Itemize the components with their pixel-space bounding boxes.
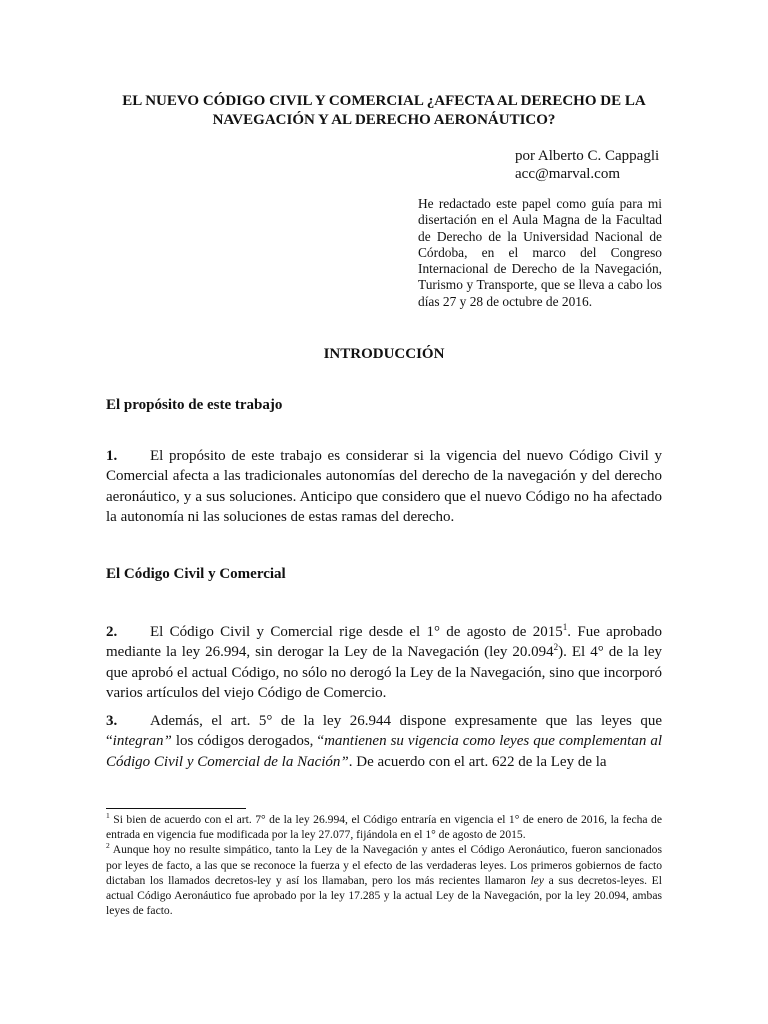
introduction-heading: INTRODUCCIÓN (323, 346, 445, 362)
footnotes (106, 812, 662, 918)
paragraph-1 (106, 446, 662, 528)
document-title (106, 92, 662, 130)
paragraph-number: 2. (106, 624, 118, 640)
author-note: He redactado este papel como guía para mi disertación en el Aula Magna de la Facultad de Derecho de la Universidad Nacional de Córdoba, en el marco del Congreso Internacional de Derecho de la Navegación, Turismo y Transporte, que se lleva a cabo los días 27 y 28 de octubre de 2016. (418, 196, 662, 309)
italic-quote: integran” (112, 733, 172, 750)
paragraph-text: los códigos derogados, “ (171, 733, 325, 750)
title-line-2: NAVEGACIÓN Y AL DERECHO AERONÁUTICO? (212, 112, 556, 128)
footnote-2 (106, 842, 662, 918)
section-heading-codigo: El Código Civil y Comercial (106, 566, 286, 582)
footnote-number: 1 (106, 811, 110, 821)
footnote-ref-2[interactable]: 2 (553, 642, 559, 653)
section-heading-purpose: El propósito de este trabajo (106, 397, 283, 413)
title-line-1: EL NUEVO CÓDIGO CIVIL Y COMERCIAL ¿AFECTA AL DERECHO DE LA (122, 93, 646, 109)
footnote-divider (106, 808, 246, 809)
paragraph-text: ). El 4° de la ley que aprobó el actual Código, no sólo no derogó la Ley de la Navegación, sino que incorporó varios artículos del viejo Código de Comercio. (106, 644, 662, 702)
footnote-1 (106, 812, 662, 842)
paragraph-3 (106, 711, 662, 772)
footnote-number: 2 (106, 841, 110, 851)
author-block (515, 147, 659, 183)
author-email: acc@marval.com (515, 166, 621, 182)
paragraph-number: 3. (106, 713, 118, 729)
paragraph-text: El Código Civil y Comercial rige desde el 1° de agosto de 2015 (150, 624, 563, 640)
footnote-italic: ley (530, 873, 544, 887)
author-byline: por Alberto C. Cappagli (515, 148, 660, 164)
paragraph-text: El propósito de este trabajo es considerar si la vigencia del nuevo Código Civil y Comercial afecta a las tradicionales autonomías del derecho de la navegación y del derecho aeronáutico, y a sus soluciones. Anticipo que considero que el nuevo Código no ha afectado la autonomía ni las soluciones de estas ramas del derecho. (106, 448, 662, 526)
paragraph-text: . Fue aprobado mediante la ley 26.994, sin derogar la Ley de la Navegación (ley 20.094 (106, 624, 662, 661)
paragraph-text: . De acuerdo con el art. 622 de la Ley de la (348, 753, 607, 770)
paragraph-number: 1. (106, 448, 118, 464)
paragraph-text: Además, el art. 5° de la ley 26.944 dispone expresamente que las leyes que “ (106, 713, 662, 750)
footnote-text: a sus decretos-leyes. El actual Código Aeronáutico fue aprobado por la ley 17.285 y la actual Ley de la Navegación, por la ley 20.094, ambas leyes de facto. (106, 873, 662, 918)
footnote-ref-1[interactable]: 1 (562, 622, 568, 632)
footnote-text: Aunque hoy no resulte simpático, tanto la Ley de la Navegación y antes el Código Aeronáutico, fueron sancionados por leyes de facto, a las que se reconoce la fuerza y el efecto de las verdaderas leyes. Los primeros gobiernos de facto dictaban los llamados decretos-ley y así los llamaban, pero los más recientes llamaron (106, 843, 662, 887)
italic-quote: mantienen su vigencia como leyes que complementan al Código Civil y Comercial de la Nación” (106, 733, 662, 770)
footnote-text: Si bien de acuerdo con el art. 7° de la ley 26.994, el Código entraría en vigencia el 1° de enero de 2016, la fecha de entrada en vigencia fue modificada por la ley 27.077, fijándola en el 1° de agosto de 2015. (106, 813, 662, 842)
paragraph-2 (106, 622, 662, 704)
